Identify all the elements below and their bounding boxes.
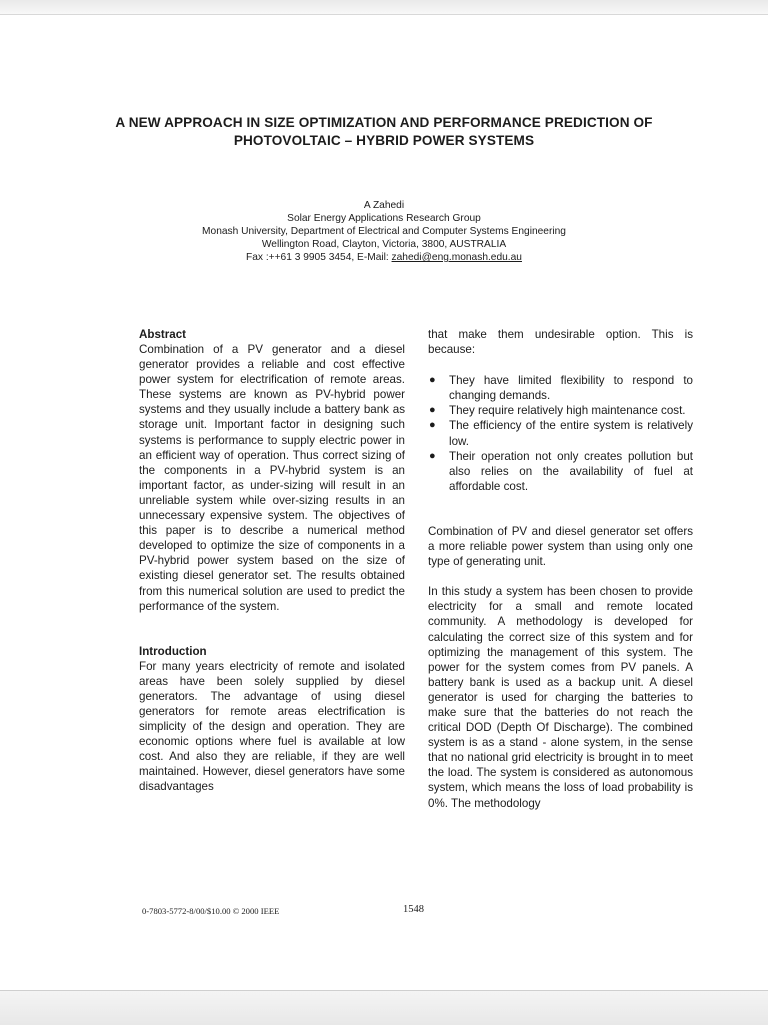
author-address: Wellington Road, Clayton, Victoria, 3800, AUSTRALIA — [261, 239, 507, 250]
study-paragraph: In this study a system has been chosen to provide electricity for a small and remote located community. A methodology is developed for calculating the correct size of this system and for optimizing the management of this system. The power for the system comes from PV panels. A battery bank is used as a backup unit. A diesel generator is used for charging the batteries to make sure that the batteries do not reach the critical DOD (Depth Of Discharge). The combined system is as a stand - alone system, in the sense that no national grid electricity is brought in to meet the load. The system is considered as autonomous system, which means the loss of load probability is 0%. The methodology — [428, 585, 693, 810]
paragraph-spacer — [428, 357, 693, 373]
email-link[interactable]: zahedi@eng.monash.edu.au — [391, 252, 522, 263]
bullet-icon: ● — [429, 449, 436, 462]
paragraph-spacer — [428, 494, 693, 524]
abstract-heading: Abstract — [139, 328, 187, 341]
scan-edge-bottom — [0, 990, 768, 1025]
disadvantages-list — [428, 373, 693, 494]
list-item — [428, 373, 693, 403]
list-item-text: The efficiency of the entire system is relatively low. — [449, 419, 693, 448]
section-spacer — [139, 614, 405, 644]
author-contact — [60, 251, 708, 264]
bullet-icon: ● — [429, 374, 436, 387]
paper-title-line-1: A NEW APPROACH IN SIZE OPTIMIZATION AND PERFORMANCE PREDICTION OF — [115, 115, 653, 130]
list-item-text: They require relatively high maintenance cost. — [449, 404, 686, 418]
abstract-text: Combination of a PV generator and a diesel generator provides a reliable and cost effective power system for electrification of remote areas. These systems are known as PV-hybrid power systems and they usually include a battery bank as storage unit. Important factor in designing such systems is performance to supply electric power in an efficient way of operation. Thus correct sizing of the components in a PV-hybrid system is an important factor, as under-sizing will result in an unreliable system while over-sizing results in an unnecessary expensive system. The objectives of this paper is to describe a numerical method developed to optimize the size of components in a PV-hybrid power system based on the size of existing diesel generator set. The results obtained from this numerical solution are used to predict the performance of the system. — [139, 343, 405, 613]
continuation-text: that make them undesirable option. This is because: — [428, 328, 693, 357]
list-item-text: They have limited flexibility to respond to changing demands. — [449, 374, 693, 403]
paper-title — [60, 114, 708, 150]
author-block — [60, 199, 708, 264]
introduction-text: For many years electricity of remote and isolated areas have been solely supplied by diesel generators. The advantage of using diesel generators for remote areas electrification is simplicity of the design and operation. They are economic options where fuel is available at low cost. And also they are reliable, if they are well maintained. However, diesel generators have some disadvantages — [139, 659, 405, 794]
scan-edge-top — [0, 0, 768, 15]
introduction-heading: Introduction — [139, 644, 207, 658]
author-group: Solar Energy Applications Research Group — [287, 213, 481, 224]
bullet-icon: ● — [429, 419, 436, 432]
list-item — [428, 449, 693, 494]
list-item — [428, 418, 693, 448]
paragraph-spacer — [428, 569, 693, 584]
combination-paragraph: Combination of PV and diesel generator set offers a more reliable power system than using only one type of generating unit. — [428, 524, 693, 569]
paper-title-line-2: PHOTOVOLTAIC – HYBRID POWER SYSTEMS — [233, 133, 535, 148]
list-item — [428, 403, 693, 418]
page-number: 1548 — [403, 904, 424, 915]
right-column — [428, 327, 693, 811]
list-item-text: Their operation not only creates pollution but also relies on the availability of fuel at affordable cost. — [449, 449, 693, 493]
author-institution: Monash University, Department of Electrical and Computer Systems Engineering — [202, 226, 566, 237]
copyright-notice: 0-7803-5772-8/00/$10.00 © 2000 IEEE — [142, 906, 280, 916]
author-name: A Zahedi — [363, 200, 405, 211]
contact-prefix: Fax :++61 3 9905 3454, E-Mail: — [246, 252, 392, 263]
bullet-icon: ● — [429, 404, 436, 417]
left-column — [139, 327, 405, 795]
